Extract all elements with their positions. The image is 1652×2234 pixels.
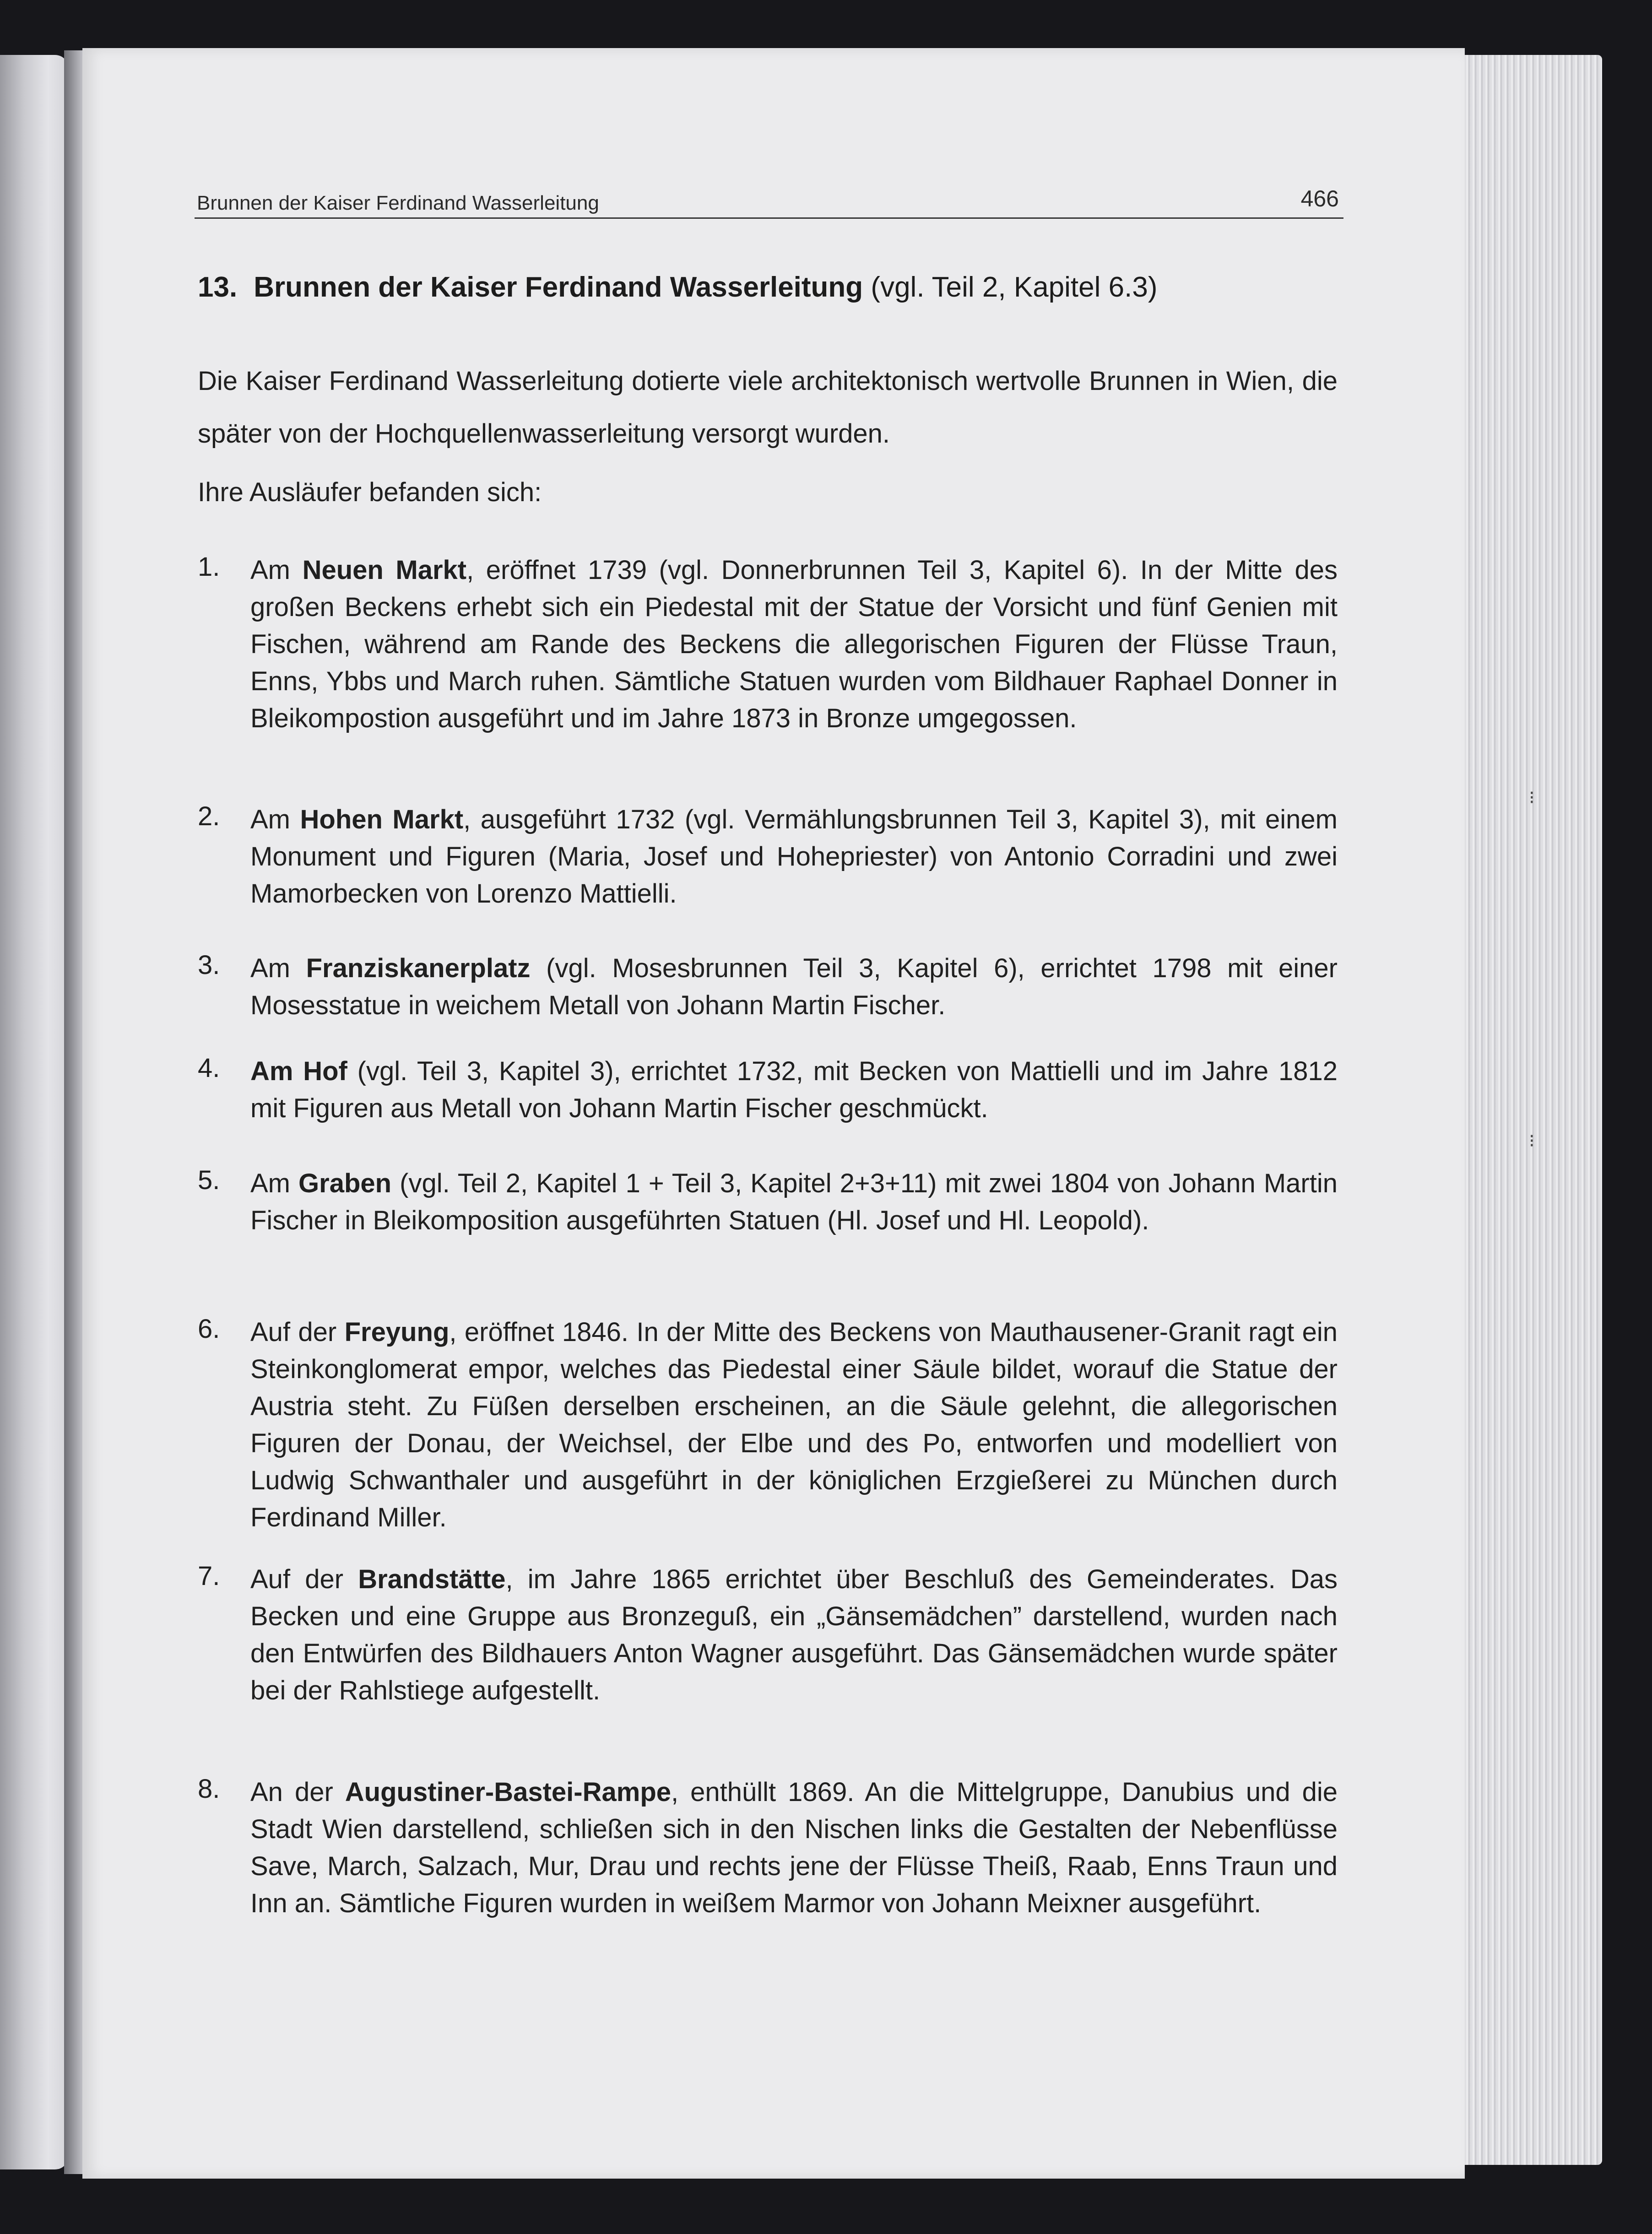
page-stack-edges	[1465, 55, 1602, 2165]
item-text: Am Graben (vgl. Teil 2, Kapitel 1 + Teil 3, Kapitel 2+3+11) mit zwei 1804 von Johann Martin Fischer in Bleikomposition ausgeführten Statuen (Hl. Josef und Hl. Leopold).	[250, 1168, 1338, 1235]
section-title: Brunnen der Kaiser Ferdinand Wasserleitung	[254, 271, 863, 303]
page-number: 466	[1300, 186, 1339, 211]
running-header	[195, 181, 1343, 219]
item-number: 7.	[198, 1561, 220, 1591]
running-title: Brunnen der Kaiser Ferdinand Wasserleitung	[197, 192, 599, 214]
item-number: 1.	[198, 552, 220, 582]
intro-lead: Ihre Ausläufer befanden sich:	[198, 477, 542, 507]
intro-paragraph: Die Kaiser Ferdinand Wasserleitung dotierte viele architektonisch wertvolle Brunnen in Wien, die später von der Hochquellenwasserleitung versorgt wurden.	[198, 366, 1338, 449]
item-text: An der Augustiner-Bastei-Rampe, enthüllt 1869. An die Mittelgruppe, Danubius und die Stadt Wien darstellend, schließen sich in den Nischen links die Gestalten der Nebenflüsse Save, March, Salzach, Mur, Drau und rechts jene der Flüsse Theiß, Raab, Enns Traun und Inn an. Sämtliche Figuren wurden in weißem Marmor von Johann Meixner ausgeführt.	[250, 1777, 1338, 1918]
item-text: Am Hof (vgl. Teil 3, Kapitel 3), errichtet 1732, mit Becken von Mattielli und im Jahre 1812 mit Figuren aus Metall von Johann Martin Fischer geschmückt.	[250, 1056, 1338, 1123]
section-number: 13.	[198, 271, 238, 303]
item-text: Am Franziskanerplatz (vgl. Mosesbrunnen Teil 3, Kapitel 6), errichtet 1798 mit einer Mosesstatue in weichem Metall von Johann Martin Fischer.	[250, 953, 1338, 1020]
item-number: 6.	[198, 1314, 220, 1344]
item-text: Auf der Brandstätte, im Jahre 1865 errichtet über Beschluß des Gemeinderates. Das Becken und eine Gruppe aus Bronzeguß, ein „Gänsemädchen” darstellend, wurden nach den Entwürfen des Bildhauers Anton Wagner ausgeführt. Das Gänsemädchen wurde später bei der Rahlstiege aufgestellt.	[250, 1564, 1338, 1705]
section-reference: (vgl. Teil 2, Kapitel 6.3)	[871, 271, 1158, 303]
item-number: 8.	[198, 1774, 220, 1804]
section-heading	[198, 271, 1157, 303]
item-number: 3.	[198, 950, 220, 980]
item-number: 4.	[198, 1053, 220, 1083]
item-number: 2.	[198, 801, 220, 831]
item-text: Am Hohen Markt, ausgeführt 1732 (vgl. Vermählungsbrunnen Teil 3, Kapitel 3), mit einem Monument und Figuren (Maria, Josef und Hohepriester) von Antonio Corradini und zwei Mamorbecken von Lorenzo Mattielli.	[250, 805, 1338, 909]
item-text: Auf der Freyung, eröffnet 1846. In der Mitte des Beckens von Mauthausener-Granit ragt ein Steinkonglomerat empor, welches das Piedestal einer Säule bildet, worauf die Statue der Austria steht. Zu Füßen derselben erscheinen, an die Säule gelehnt, die allegorischen Figuren der Donau, der Weichsel, der Elbe und des Po, entworfen und modelliert von Ludwig Schwanthaler und ausgeführt in der königlichen Erzgießerei zu München durch Ferdinand Miller.	[250, 1317, 1338, 1532]
edge-mark: ⁝	[1529, 788, 1535, 808]
item-text: Am Neuen Markt, eröffnet 1739 (vgl. Donnerbrunnen Teil 3, Kapitel 6). In der Mitte des großen Beckens erhebt sich ein Piedestal mit der Statue der Vorsicht und fünf Genien mit Fischen, während am Rande des Beckens die allegorischen Figuren der Flüsse Traun, Enns, Ybbs und March ruhen. Sämtliche Statuen wurden vom Bildhauer Raphael Donner in Bleikompostion ausgeführt und im Jahre 1873 in Bronze umgegossen.	[250, 555, 1338, 733]
edge-mark: ⁝	[1529, 1131, 1535, 1151]
item-number: 5.	[198, 1165, 220, 1195]
left-page-edge	[0, 55, 69, 2169]
